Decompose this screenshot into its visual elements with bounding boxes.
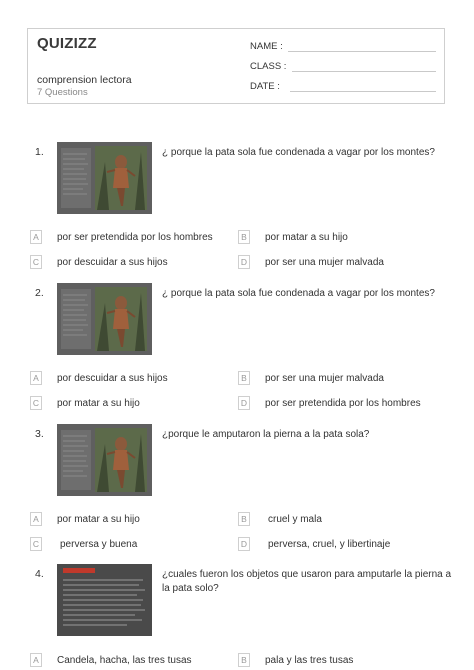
option-text: por matar a su hijo	[57, 398, 140, 409]
option-letter: A	[30, 653, 42, 667]
date-label: DATE :	[250, 81, 280, 92]
option-letter: A	[30, 371, 42, 385]
option-text: Candela, hacha, las tres tusas	[57, 655, 192, 666]
option-letter: B	[238, 512, 250, 526]
question-text: ¿ porque la pata sola fue condenada a vagar por los montes?	[162, 147, 435, 158]
quiz-title: comprension lectora	[37, 74, 132, 86]
option-text: por matar a su hijo	[265, 232, 348, 243]
question-number: 4.	[35, 568, 44, 580]
option-letter: C	[30, 537, 42, 551]
question-image	[57, 142, 152, 214]
option-text: por ser una mujer malvada	[265, 257, 384, 268]
option-letter: C	[30, 255, 42, 269]
name-line	[288, 51, 436, 52]
name-label: NAME :	[250, 41, 283, 52]
option-text: por matar a su hijo	[57, 514, 140, 525]
question-text: ¿porque le amputaron la pierna a la pata sola?	[162, 429, 370, 440]
date-line	[290, 91, 436, 92]
question-text: ¿cuales fueron los objetos que usaron para amputarle la pierna a la pata solo?	[162, 569, 452, 594]
option-letter: B	[238, 371, 250, 385]
option-letter: D	[238, 255, 250, 269]
option-text: perversa y buena	[60, 539, 138, 550]
question-text: ¿ porque la pata sola fue condenada a vagar por los montes?	[162, 288, 435, 299]
question-image	[57, 283, 152, 355]
option-text: por ser una mujer malvada	[265, 373, 384, 384]
option-letter: A	[30, 512, 42, 526]
class-line	[292, 71, 436, 72]
quizizz-logo: QUIZIZZ	[37, 35, 97, 52]
option-text: por ser pretendida por los hombres	[265, 398, 421, 409]
name-field[interactable]	[250, 41, 283, 52]
question-image	[57, 564, 152, 636]
question-image	[57, 424, 152, 496]
date-field[interactable]	[250, 81, 280, 92]
option-text: cruel y mala	[268, 514, 322, 525]
option-text: pala y las tres tusas	[265, 655, 354, 666]
option-text: perversa, cruel, y libertinaje	[268, 539, 391, 550]
option-text: por descuidar a sus hijos	[57, 257, 168, 268]
class-field[interactable]	[250, 61, 286, 72]
option-letter: B	[238, 653, 250, 667]
option-letter: D	[238, 537, 250, 551]
option-text: por ser pretendida por los hombres	[57, 232, 213, 243]
question-number: 1.	[35, 146, 44, 158]
option-text: por descuidar a sus hijos	[57, 373, 168, 384]
option-letter: B	[238, 230, 250, 244]
question-number: 2.	[35, 287, 44, 299]
option-letter: A	[30, 230, 42, 244]
class-label: CLASS :	[250, 61, 287, 72]
question-number: 3.	[35, 428, 44, 440]
option-letter: C	[30, 396, 42, 410]
question-count: 7 Questions	[37, 87, 88, 98]
option-letter: D	[238, 396, 250, 410]
worksheet-header	[27, 28, 445, 104]
